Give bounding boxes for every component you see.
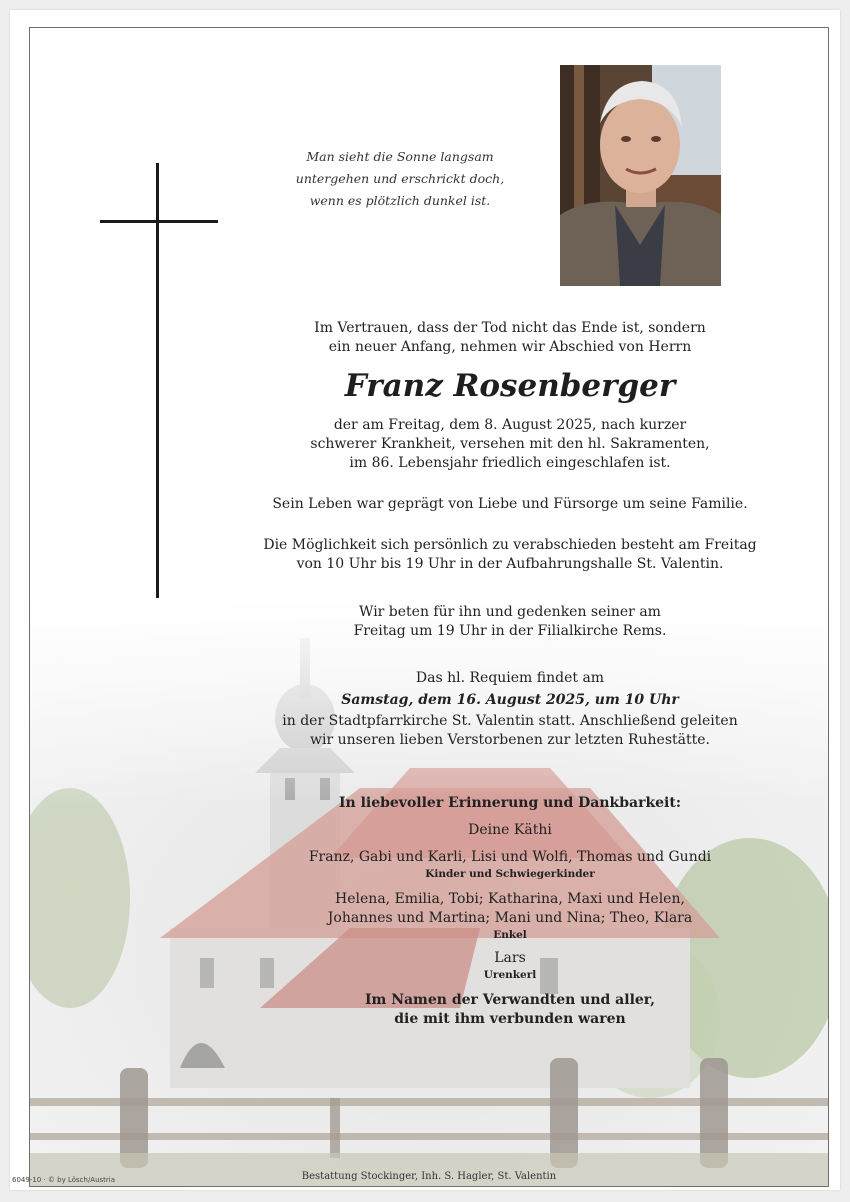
- death-info-line: der am Freitag, dem 8. August 2025, nach kurzer: [333, 417, 687, 433]
- quote: [250, 146, 550, 212]
- farewell-line: von 10 Uhr bis 19 Uhr in der Aufbahrungshalle St. Valentin.: [296, 556, 724, 572]
- deceased-name: Franz Rosenberger: [344, 368, 676, 404]
- family-heading: In liebevoller Erinnerung und Dankbarkeit:: [338, 795, 682, 811]
- obituary-page: [10, 10, 840, 1190]
- family-wife: Deine Käthi: [468, 822, 552, 838]
- farewell-text: [240, 536, 780, 574]
- death-info-line: im 86. Lebensjahr friedlich eingeschlafen ist.: [349, 455, 671, 471]
- quote-line: wenn es plötzlich dunkel ist.: [309, 193, 491, 208]
- family-grandchildren: Johannes und Martina; Mani und Nina; Theo, Klara: [327, 910, 693, 926]
- family-great-grandchildren: Lars: [494, 950, 526, 966]
- prayer-line: Wir beten für ihn und gedenken seiner am: [359, 604, 661, 620]
- requiem-date: Samstag, dem 16. August 2025, um 10 Uhr: [341, 692, 679, 708]
- prayer-text: [240, 603, 780, 641]
- portrait-photo: [560, 65, 721, 286]
- life-line: Sein Leben war geprägt von Liebe und Fürsorge um seine Familie.: [272, 496, 748, 512]
- life-text: [240, 495, 780, 514]
- cross-icon: [100, 163, 220, 603]
- requiem-line: wir unseren lieben Verstorbenen zur letzten Ruhestätte.: [310, 732, 710, 748]
- quote-line: Man sieht die Sonne langsam: [306, 149, 494, 164]
- prayer-line: Freitag um 19 Uhr in der Filialkirche Rems.: [353, 623, 667, 639]
- requiem-line: in der Stadtpfarrkirche St. Valentin statt. Anschließend geleiten: [282, 713, 738, 729]
- family-children-label: Kinder und Schwiegerkinder: [425, 868, 595, 880]
- requiem-text: [240, 669, 780, 750]
- requiem-intro: Das hl. Requiem findet am: [415, 670, 605, 686]
- funeral-home-footer: Bestattung Stockinger, Inh. S. Hagler, St. Valentin: [301, 1171, 557, 1182]
- family-grandchildren-label: Enkel: [493, 929, 527, 941]
- quote-line: untergehen und erschrickt doch,: [295, 171, 505, 186]
- farewell-line: Die Möglichkeit sich persönlich zu verabschieden besteht am Freitag: [263, 537, 757, 553]
- print-imprint: 6049-10 · © by Lösch/Austria: [12, 1176, 116, 1184]
- family-closing: Im Namen der Verwandten und aller,: [364, 992, 656, 1008]
- obituary-frame: [29, 27, 829, 1187]
- family-closing: die mit ihm verbunden waren: [394, 1011, 626, 1027]
- family-great-grandchildren-label: Urenkerl: [483, 969, 537, 981]
- family-grandchildren: Helena, Emilia, Tobi; Katharina, Maxi und Helen,: [335, 891, 685, 907]
- intro-line: Im Vertrauen, dass der Tod nicht das Ende ist, sondern: [314, 320, 706, 336]
- family-children: Franz, Gabi und Karli, Lisi und Wolfi, Thomas und Gundi: [308, 849, 712, 865]
- death-info-line: schwerer Krankheit, versehen mit den hl. Sakramenten,: [310, 436, 710, 452]
- intro-line: ein neuer Anfang, nehmen wir Abschied von Herrn: [328, 339, 692, 355]
- intro-text: [240, 319, 780, 357]
- death-info: [240, 416, 780, 473]
- family-section: [240, 794, 780, 1029]
